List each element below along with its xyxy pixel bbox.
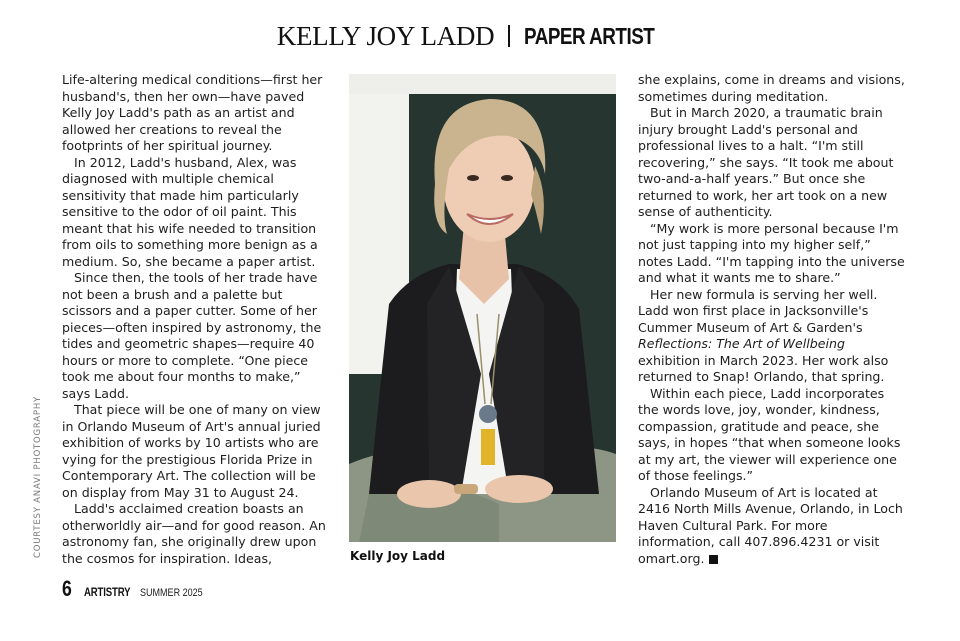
header-divider	[508, 25, 510, 47]
paragraph-text: exhibition in March 2023. Her work also returned to Snap! Orlando, that spring.	[638, 352, 889, 384]
end-mark-icon	[709, 555, 718, 564]
portrait-illustration	[349, 74, 616, 542]
article-column-left	[62, 72, 330, 567]
exhibition-title: Reflections: The Art of Wellbeing	[638, 336, 845, 351]
paragraph: That piece will be one of many on view in Orlando Museum of Art's annual juried exhibition of works by 10 artists who are vying for the prestigious Florida Prize in Contemporary Art. The collection will be on display from May 31 to August 24.	[62, 402, 321, 500]
paragraph: But in March 2020, a traumatic brain injury brought Ladd's personal and professional lives to a halt. “I'm still recovering,” she says. “It took me about two-and-a-half years.” But once she returned to work, her art took on a new sense of authenticity.	[638, 105, 894, 219]
paragraph-text: Her new formula is serving her well. Ladd won first place in Jacksonville's Cummer Museum of Art & Garden's	[638, 286, 878, 335]
photo-credit: COURTESY ANAVI PHOTOGRAPHY	[33, 395, 43, 558]
paragraph: Life-altering medical conditions—first her husband's, then her own—have paved Kelly Joy Ladd's path as an artist and allowed her creations to reveal the footprints of her spiritual journey.	[62, 72, 323, 153]
paragraph	[638, 485, 906, 568]
page-footer	[62, 576, 217, 602]
paragraph	[638, 287, 906, 386]
article-column-right	[638, 72, 906, 567]
article-title-role: PAPER ARTIST	[524, 22, 655, 49]
paragraph: Ladd's acclaimed creation boasts an otherworldly air—and for good reason. An astronomy fan, she originally drew upon the cosmos for inspiration. Ideas,	[62, 501, 326, 566]
paragraph: she explains, come in dreams and visions, sometimes during meditation.	[638, 72, 905, 104]
paragraph: Within each piece, Ladd incorporates the words love, joy, wonder, kindness, compassion, gratitude and peace, she says, in hopes “that when someone looks at my art, the viewer will experience one of those feelings.”	[638, 385, 901, 483]
paragraph: “My work is more personal because I'm not just tapping into my higher self,” notes Ladd. “I'm tapping into the universe and what it wants me to share.”	[638, 220, 905, 285]
portrait-photo	[349, 74, 616, 542]
article-title-name: KELLY JOY LADD	[276, 20, 495, 51]
photo-caption: Kelly Joy Ladd	[350, 549, 446, 563]
page-header	[0, 18, 960, 54]
issue-date: SUMMER 2025	[140, 587, 203, 599]
paragraph: In 2012, Ladd's husband, Alex, was diagnosed with multiple chemical sensitivity that made him particularly sensitive to the odor of oil paint. This meant that his wife needed to transition from oils to something more benign as a medium. So, she became a paper artist.	[62, 154, 318, 269]
paragraph: Since then, the tools of her trade have not been a brush and a palette but scissors and a paper cutter. Some of her pieces—often inspired by astronomy, the tides and geometric shapes—require 40 hours or more to complete. “One piece took me about four months to make,” says Ladd.	[62, 270, 322, 401]
paragraph-text: Orlando Museum of Art is located at 2416 North Mills Avenue, Orlando, in Loch Haven Cultural Park. For more information, call 407.896.4231 or visit omart.org.	[638, 484, 903, 566]
page-number: 6	[62, 576, 72, 601]
magazine-name: ARTISTRY	[84, 585, 131, 599]
